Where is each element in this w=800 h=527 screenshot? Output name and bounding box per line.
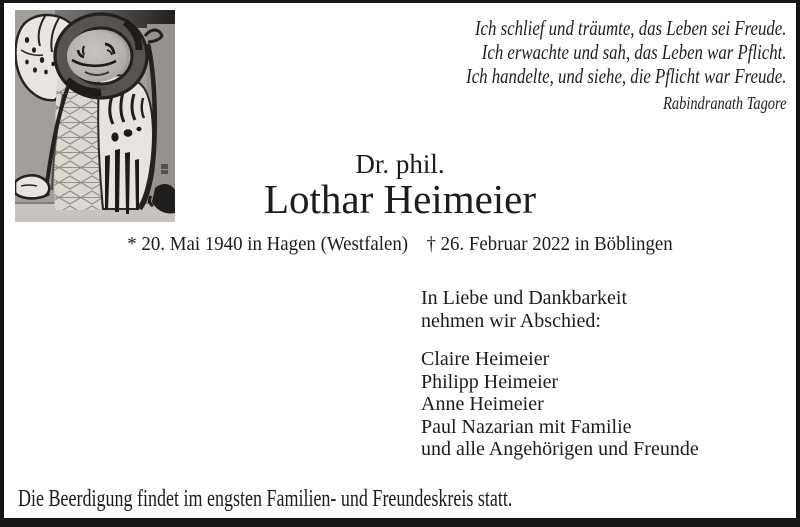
mourner-name: Philipp Heimeier bbox=[421, 370, 559, 393]
academic-title: Dr. phil. bbox=[355, 149, 445, 179]
bottom-black-bar bbox=[0, 518, 800, 527]
mourner-name: und alle Angehörigen und Freunde bbox=[421, 438, 699, 460]
mourner-name: Claire Heimeier bbox=[421, 348, 550, 370]
life-dates bbox=[32, 233, 768, 256]
funeral-notice: Die Beerdigung findet im engsten Familien- und Freundeskreis statt. bbox=[18, 486, 513, 512]
mourners-list bbox=[421, 348, 699, 461]
death-date: † 26. Februar 2022 in Böblingen bbox=[426, 233, 673, 255]
frame-left-rule bbox=[0, 0, 4, 527]
farewell-intro bbox=[421, 287, 699, 333]
memorial-quote bbox=[466, 16, 786, 115]
quote-attribution: Rabindranath Tagore bbox=[662, 93, 786, 113]
quote-line: Ich schlief und träumte, das Leben sei Freude. bbox=[474, 16, 786, 40]
frame-right-rule bbox=[796, 0, 800, 527]
farewell-block bbox=[421, 287, 699, 461]
frame-top-rule bbox=[0, 0, 800, 3]
quote-line: Ich handelte, und siehe, die Pflicht war Freude. bbox=[465, 64, 786, 88]
mourner-name: Anne Heimeier bbox=[421, 393, 544, 415]
farewell-intro-line: In Liebe und Dankbarkeit bbox=[421, 287, 628, 309]
quote-line: Ich erwachte und sah, das Leben war Pflicht. bbox=[481, 40, 786, 64]
farewell-intro-line: nehmen wir Abschied: bbox=[421, 310, 601, 332]
mourner-name: Paul Nazarian mit Familie bbox=[421, 415, 632, 438]
birth-date: * 20. Mai 1940 in Hagen (Westfalen) bbox=[127, 233, 409, 255]
deceased-name: Lothar Heimeier bbox=[263, 176, 537, 222]
